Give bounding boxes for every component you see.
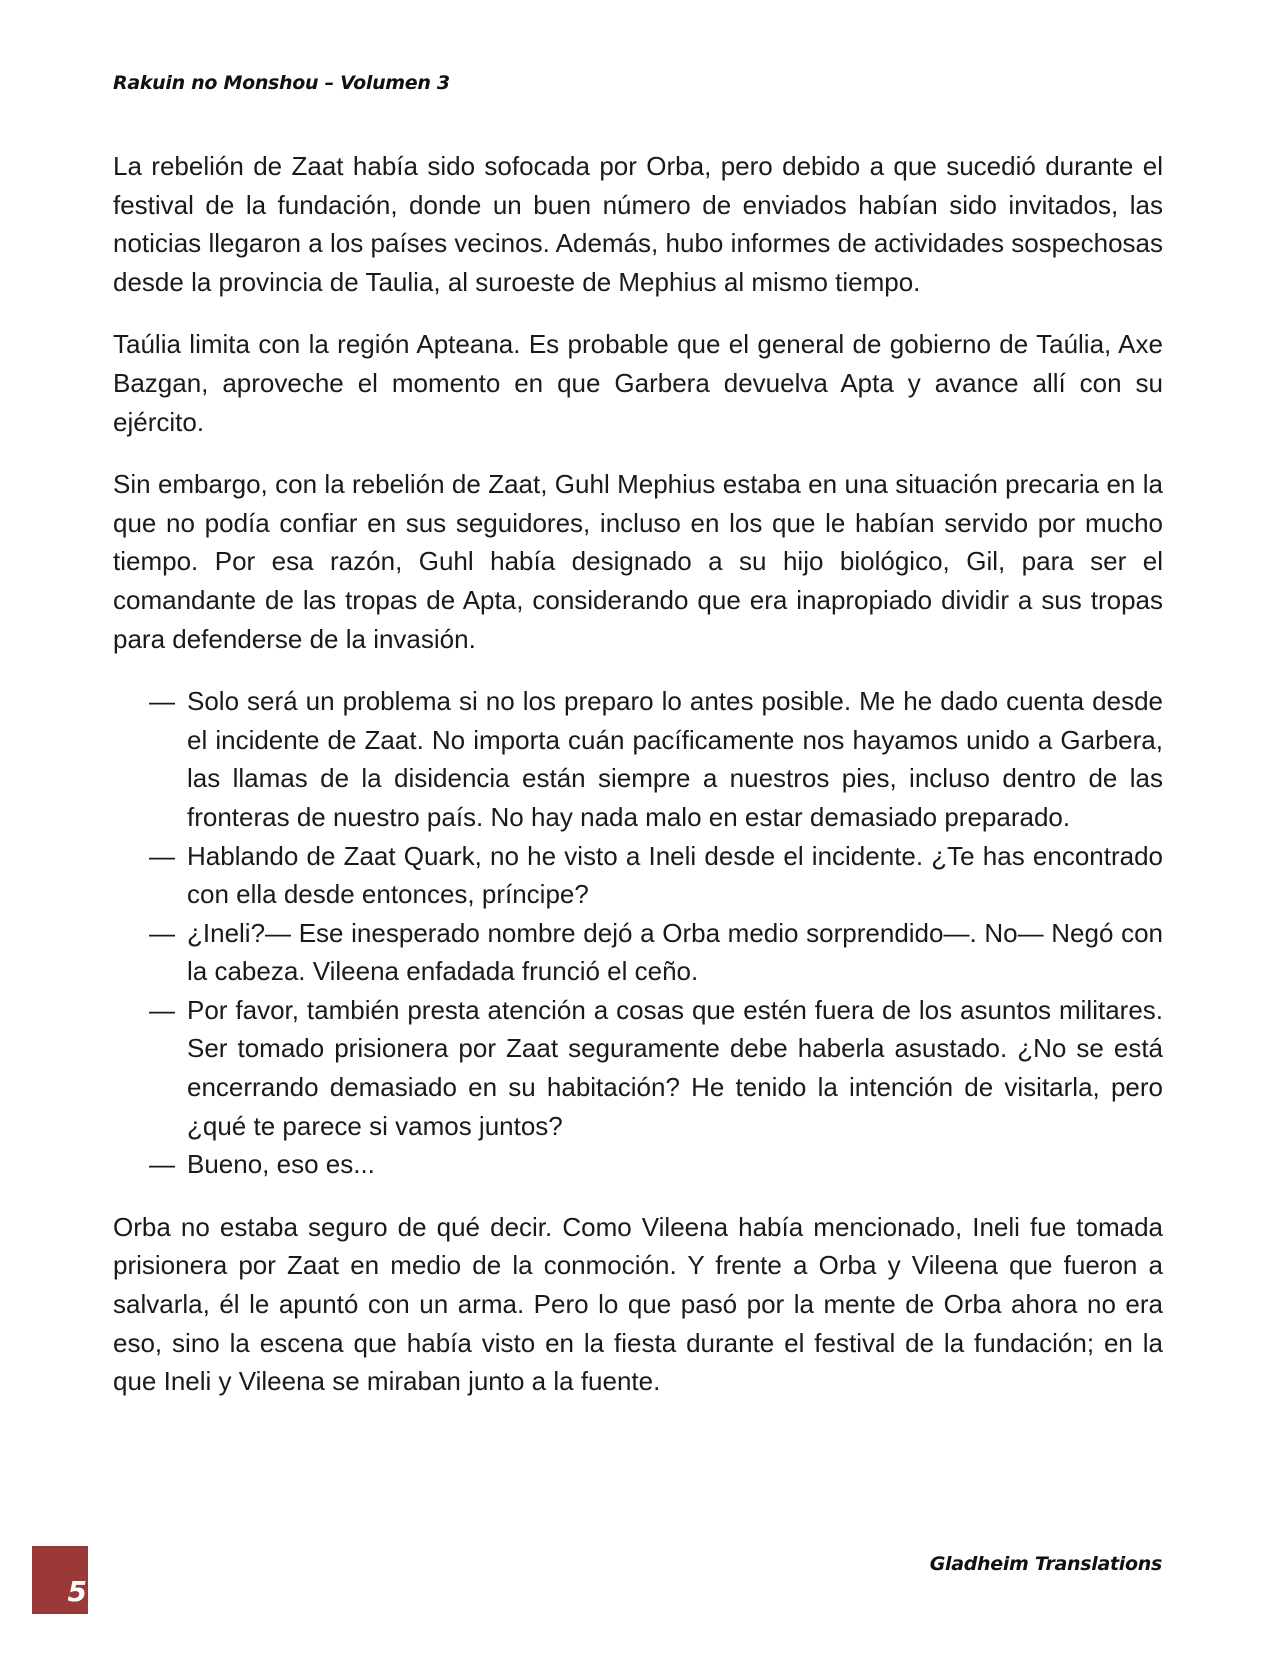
paragraph: La rebelión de Zaat había sido sofocada por Orba, pero debido a que sucedió durante el festival de la fundación, donde un buen número de enviados habían sido invitados, las noticias llegaron a los países vecinos. Además, hubo informes de actividades sospechosas desde la provincia de Taulia, al suroeste de Mephius al mismo tiempo. <box>113 151 1163 297</box>
paragraph: Orba no estaba seguro de qué decir. Como Vileena había mencionado, Ineli fue tomada prisionera por Zaat en medio de la conmoción. Y frente a Orba y Vileena que fueron a salvarla, él le apuntó con un arma. Pero lo que pasó por la mente de Orba ahora no era eso, sino la escena que había visto en la fiesta durante el festival de la fundación; en la que Ineli y Vileena se miraban junto a la fuente. <box>113 1211 1163 1397</box>
page-body <box>113 147 1163 1425</box>
translator-credit: Gladheim Translations <box>929 1553 1162 1575</box>
dialogue-line <box>149 1145 1163 1184</box>
dialogue-text: Por favor, también presta atención a cosas que estén fuera de los asuntos militares. Ser tomado prisionera por Zaat seguramente debe haberla asustado. ¿No se está encerrando demasiado en su habitación? He tenido la intención de visitarla, pero ¿qué te parece si vamos juntos? <box>187 994 1163 1141</box>
dialogue-dash: — <box>149 840 175 871</box>
paragraph: Sin embargo, con la rebelión de Zaat, Guhl Mephius estaba en una situación precaria en la que no podía confiar en sus seguidores, incluso en los que le habían servido por mucho tiempo. Por esa razón, Guhl había designado a su hijo biológico, Gil, para ser el comandante de las tropas de Apta, considerando que era inapropiado dividir a sus tropas para defenderse de la invasión. <box>113 469 1163 654</box>
running-header: Rakuin no Monshou – Volumen 3 <box>113 72 450 94</box>
dialogue-text: Bueno, eso es... <box>187 1149 375 1180</box>
dialogue-dash: — <box>149 686 175 717</box>
paragraph: Taúlia limita con la región Apteana. Es probable que el general de gobierno de Taúlia, Axe Bazgan, aproveche el momento en que Garbera devuelva Apta y avance allí con su ejército. <box>113 329 1163 437</box>
dialogue-line <box>149 991 1163 1145</box>
dialogue-line <box>149 837 1163 914</box>
page-number-box <box>32 1546 88 1610</box>
dialogue-dash: — <box>149 994 175 1025</box>
dialogue-list <box>113 682 1163 1184</box>
page-number: 5 <box>67 1575 87 1608</box>
dialogue-dash: — <box>149 1149 175 1180</box>
dialogue-text: ¿Ineli?— Ese inesperado nombre dejó a Orba medio sorprendido—. No— Negó con la cabeza. Vileena enfadada frunció el ceño. <box>187 917 1163 987</box>
page-number-underline <box>32 1610 88 1614</box>
dialogue-dash: — <box>149 917 175 948</box>
dialogue-line <box>149 682 1163 836</box>
dialogue-text: Hablando de Zaat Quark, no he visto a Ineli desde el incidente. ¿Te has encontrado con ella desde entonces, príncipe? <box>187 840 1163 910</box>
dialogue-text: Solo será un problema si no los preparo lo antes posible. Me he dado cuenta desde el incidente de Zaat. No importa cuán pacíficamente nos hayamos unido a Garbera, las llamas de la disidencia están siempre a nuestros pies, incluso dentro de las fronteras de nuestro país. No hay nada malo en estar demasiado preparado. <box>187 686 1163 832</box>
dialogue-line <box>149 914 1163 991</box>
